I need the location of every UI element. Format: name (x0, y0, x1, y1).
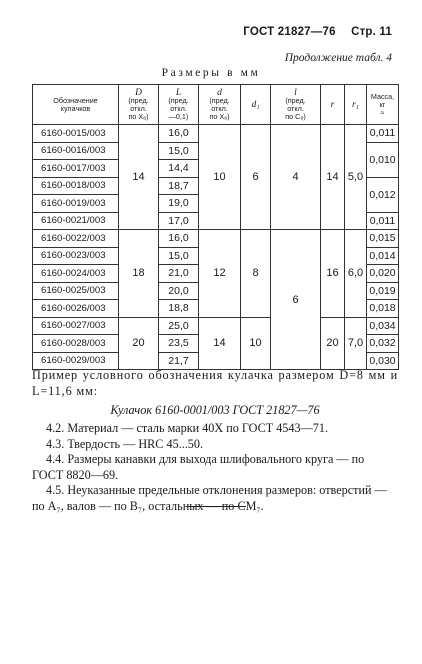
page-number: Стр. 11 (351, 26, 392, 38)
cell-r: 14 (321, 125, 345, 230)
note-material: 4.2. Материал — сталь марки 40Х по ГОСТ 4543—71. (46, 421, 329, 435)
cell-l: 6 (271, 230, 321, 370)
cell-mass: 0,032 (367, 335, 399, 353)
dimensions-table (32, 84, 399, 370)
cell-mass: 0,011 (367, 212, 399, 230)
table-header-row (33, 85, 399, 125)
note-groove: 4.4. Размеры канавки для выхода шлифовального круга — по ГОСТ 8820—69. (32, 452, 365, 482)
cell-L: 14,4 (159, 160, 199, 178)
cell-mass: 0,030 (367, 352, 399, 370)
example-lead: Пример условного обозначения кулачка размером D=8 мм и L=11,6 мм: (32, 368, 398, 398)
cell-L: 18,8 (159, 300, 199, 318)
header-r1: r₁ (345, 85, 367, 125)
cam-code: 6160-0029/003 (33, 352, 119, 370)
cell-D: 18 (119, 230, 159, 318)
cell-mass: 0,015 (367, 230, 399, 248)
cell-r1: 6,0 (345, 230, 367, 318)
cell-mass: 0,018 (367, 300, 399, 318)
cam-code: 6160-0019/003 (33, 195, 119, 213)
table-continuation-label: Продолжение табл. 4 (284, 52, 392, 64)
cell-d: 12 (199, 230, 241, 318)
cell-L: 17,0 (159, 212, 199, 230)
cell-D: 20 (119, 317, 159, 370)
cam-code: 6160-0021/003 (33, 212, 119, 230)
cam-code: 6160-0024/003 (33, 265, 119, 283)
cell-d1: 6 (241, 125, 271, 230)
header-code: Обозначение кулачков (33, 85, 119, 125)
cell-mass: 0,011 (367, 125, 399, 143)
table-row (33, 317, 399, 335)
cell-D: 14 (119, 125, 159, 230)
cell-L: 21,7 (159, 352, 199, 370)
cell-l: 4 (271, 125, 321, 230)
cell-r1: 7,0 (345, 317, 367, 370)
cam-code: 6160-0016/003 (33, 142, 119, 160)
cell-L: 18,7 (159, 177, 199, 195)
cell-L: 15,0 (159, 142, 199, 160)
cam-code: 6160-0022/003 (33, 230, 119, 248)
cam-code: 6160-0028/003 (33, 335, 119, 353)
header-d1: d₁ (241, 85, 271, 125)
note-tolerances: 4.5. Неуказанные предельные отклонения размеров: отверстий — по A₇, валов — по B₇, остальных — по CM₇. (32, 483, 387, 513)
cell-r: 20 (321, 317, 345, 370)
cam-code: 6160-0025/003 (33, 282, 119, 300)
cell-mass: 0,034 (367, 317, 399, 335)
cell-L: 16,0 (159, 230, 199, 248)
example-designation: Кулачок 6160-0001/003 ГОСТ 21827—76 (110, 403, 320, 417)
header-D: D (пред. откл. по X₈) (119, 85, 159, 125)
cell-mass: 0,014 (367, 247, 399, 265)
cam-code: 6160-0018/003 (33, 177, 119, 195)
note-hardness: 4.3. Твердость — HRC 45...50. (46, 436, 204, 451)
header-r: r (321, 85, 345, 125)
cell-mass: 0,012 (367, 177, 399, 212)
cam-code: 6160-0015/003 (33, 125, 119, 143)
header-l: l (пред. откл. по C₈) (271, 85, 321, 125)
cell-L: 25,0 (159, 317, 199, 335)
cell-d1: 8 (241, 230, 271, 318)
cell-L: 16,0 (159, 125, 199, 143)
cam-code: 6160-0023/003 (33, 247, 119, 265)
cell-L: 23,5 (159, 335, 199, 353)
table-row (33, 230, 399, 248)
header-L: L (пред. откл. —0,1) (159, 85, 199, 125)
cell-L: 15,0 (159, 247, 199, 265)
header-mass: Масса, кг ≈ (367, 85, 399, 125)
cam-code: 6160-0017/003 (33, 160, 119, 178)
end-separator (186, 506, 246, 507)
cell-L: 20,0 (159, 282, 199, 300)
table-row (33, 125, 399, 143)
cam-code: 6160-0026/003 (33, 300, 119, 318)
cell-L: 21,0 (159, 265, 199, 283)
header-d: d (пред. откл. по X₈) (199, 85, 241, 125)
cell-d1: 10 (241, 317, 271, 370)
cell-d: 14 (199, 317, 241, 370)
cell-mass: 0,020 (367, 265, 399, 283)
cam-code: 6160-0027/003 (33, 317, 119, 335)
units-label: Размеры в мм (161, 67, 261, 79)
cell-mass: 0,010 (367, 142, 399, 177)
cell-L: 19,0 (159, 195, 199, 213)
notes (32, 421, 398, 514)
cell-mass: 0,019 (367, 282, 399, 300)
standard-number: ГОСТ 21827—76 (243, 26, 336, 38)
page-header (243, 26, 392, 38)
cell-d: 10 (199, 125, 241, 230)
cell-r: 16 (321, 230, 345, 318)
cell-r1: 5,0 (345, 125, 367, 230)
